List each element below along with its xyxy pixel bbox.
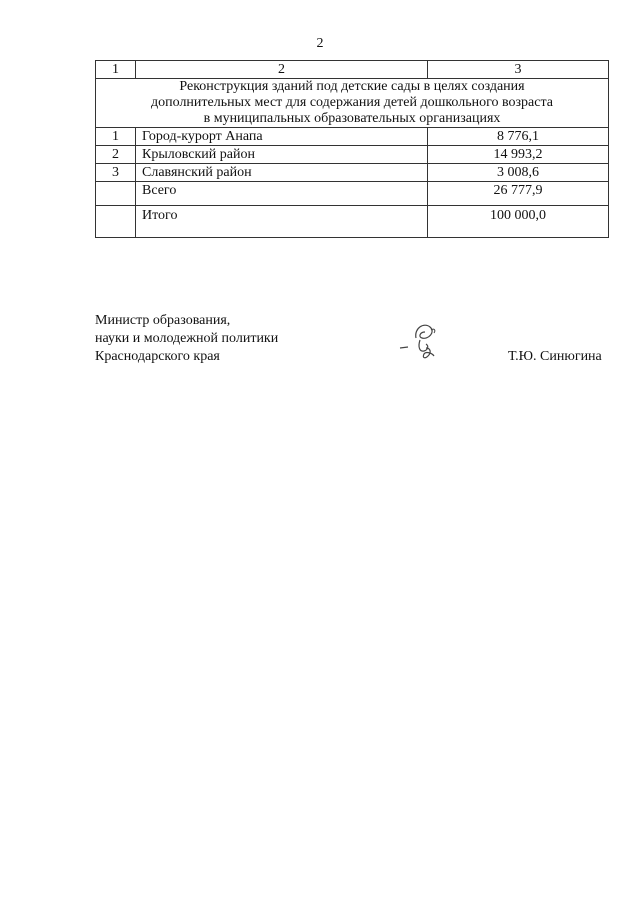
signer-name: Т.Ю. Синюгина bbox=[508, 349, 602, 364]
total-label: Всего bbox=[136, 182, 428, 206]
row-number: 3 bbox=[96, 164, 136, 182]
row-name: Славянский район bbox=[136, 164, 428, 182]
section-title bbox=[96, 79, 609, 128]
grand-total-number-cell bbox=[96, 206, 136, 238]
signer-position-line: Министр образования, bbox=[95, 313, 231, 328]
total-row bbox=[96, 182, 609, 206]
signer-position bbox=[95, 312, 278, 366]
row-number: 2 bbox=[96, 146, 136, 164]
header-cell-3: 3 bbox=[428, 61, 609, 79]
row-number: 1 bbox=[96, 128, 136, 146]
row-value: 14 993,2 bbox=[428, 146, 609, 164]
section-title-row bbox=[96, 79, 609, 128]
row-name: Город-курорт Анапа bbox=[136, 128, 428, 146]
table-header-row bbox=[96, 61, 609, 79]
signer-position-line: науки и молодежной политики bbox=[95, 331, 279, 346]
total-value: 26 777,9 bbox=[428, 182, 609, 206]
handwritten-signature bbox=[398, 318, 448, 364]
header-cell-2: 2 bbox=[136, 61, 428, 79]
section-title-line: Реконструкция зданий под детские сады в целях создания bbox=[179, 79, 525, 94]
allocation-table bbox=[95, 60, 609, 238]
section-title-line: в муниципальных образовательных организациях bbox=[203, 111, 501, 126]
signer-position-line: Краснодарского края bbox=[95, 349, 220, 364]
header-cell-1: 1 bbox=[96, 61, 136, 79]
page-number: 2 bbox=[316, 36, 324, 51]
row-value: 3 008,6 bbox=[428, 164, 609, 182]
grand-total-label: Итого bbox=[136, 206, 428, 238]
row-name: Крыловский район bbox=[136, 146, 428, 164]
grand-total-row bbox=[96, 206, 609, 238]
grand-total-value: 100 000,0 bbox=[428, 206, 609, 238]
table-row bbox=[96, 164, 609, 182]
total-number-cell bbox=[96, 182, 136, 206]
row-value: 8 776,1 bbox=[428, 128, 609, 146]
table-row bbox=[96, 146, 609, 164]
section-title-line: дополнительных мест для содержания детей дошкольного возраста bbox=[151, 95, 553, 110]
table-row bbox=[96, 128, 609, 146]
